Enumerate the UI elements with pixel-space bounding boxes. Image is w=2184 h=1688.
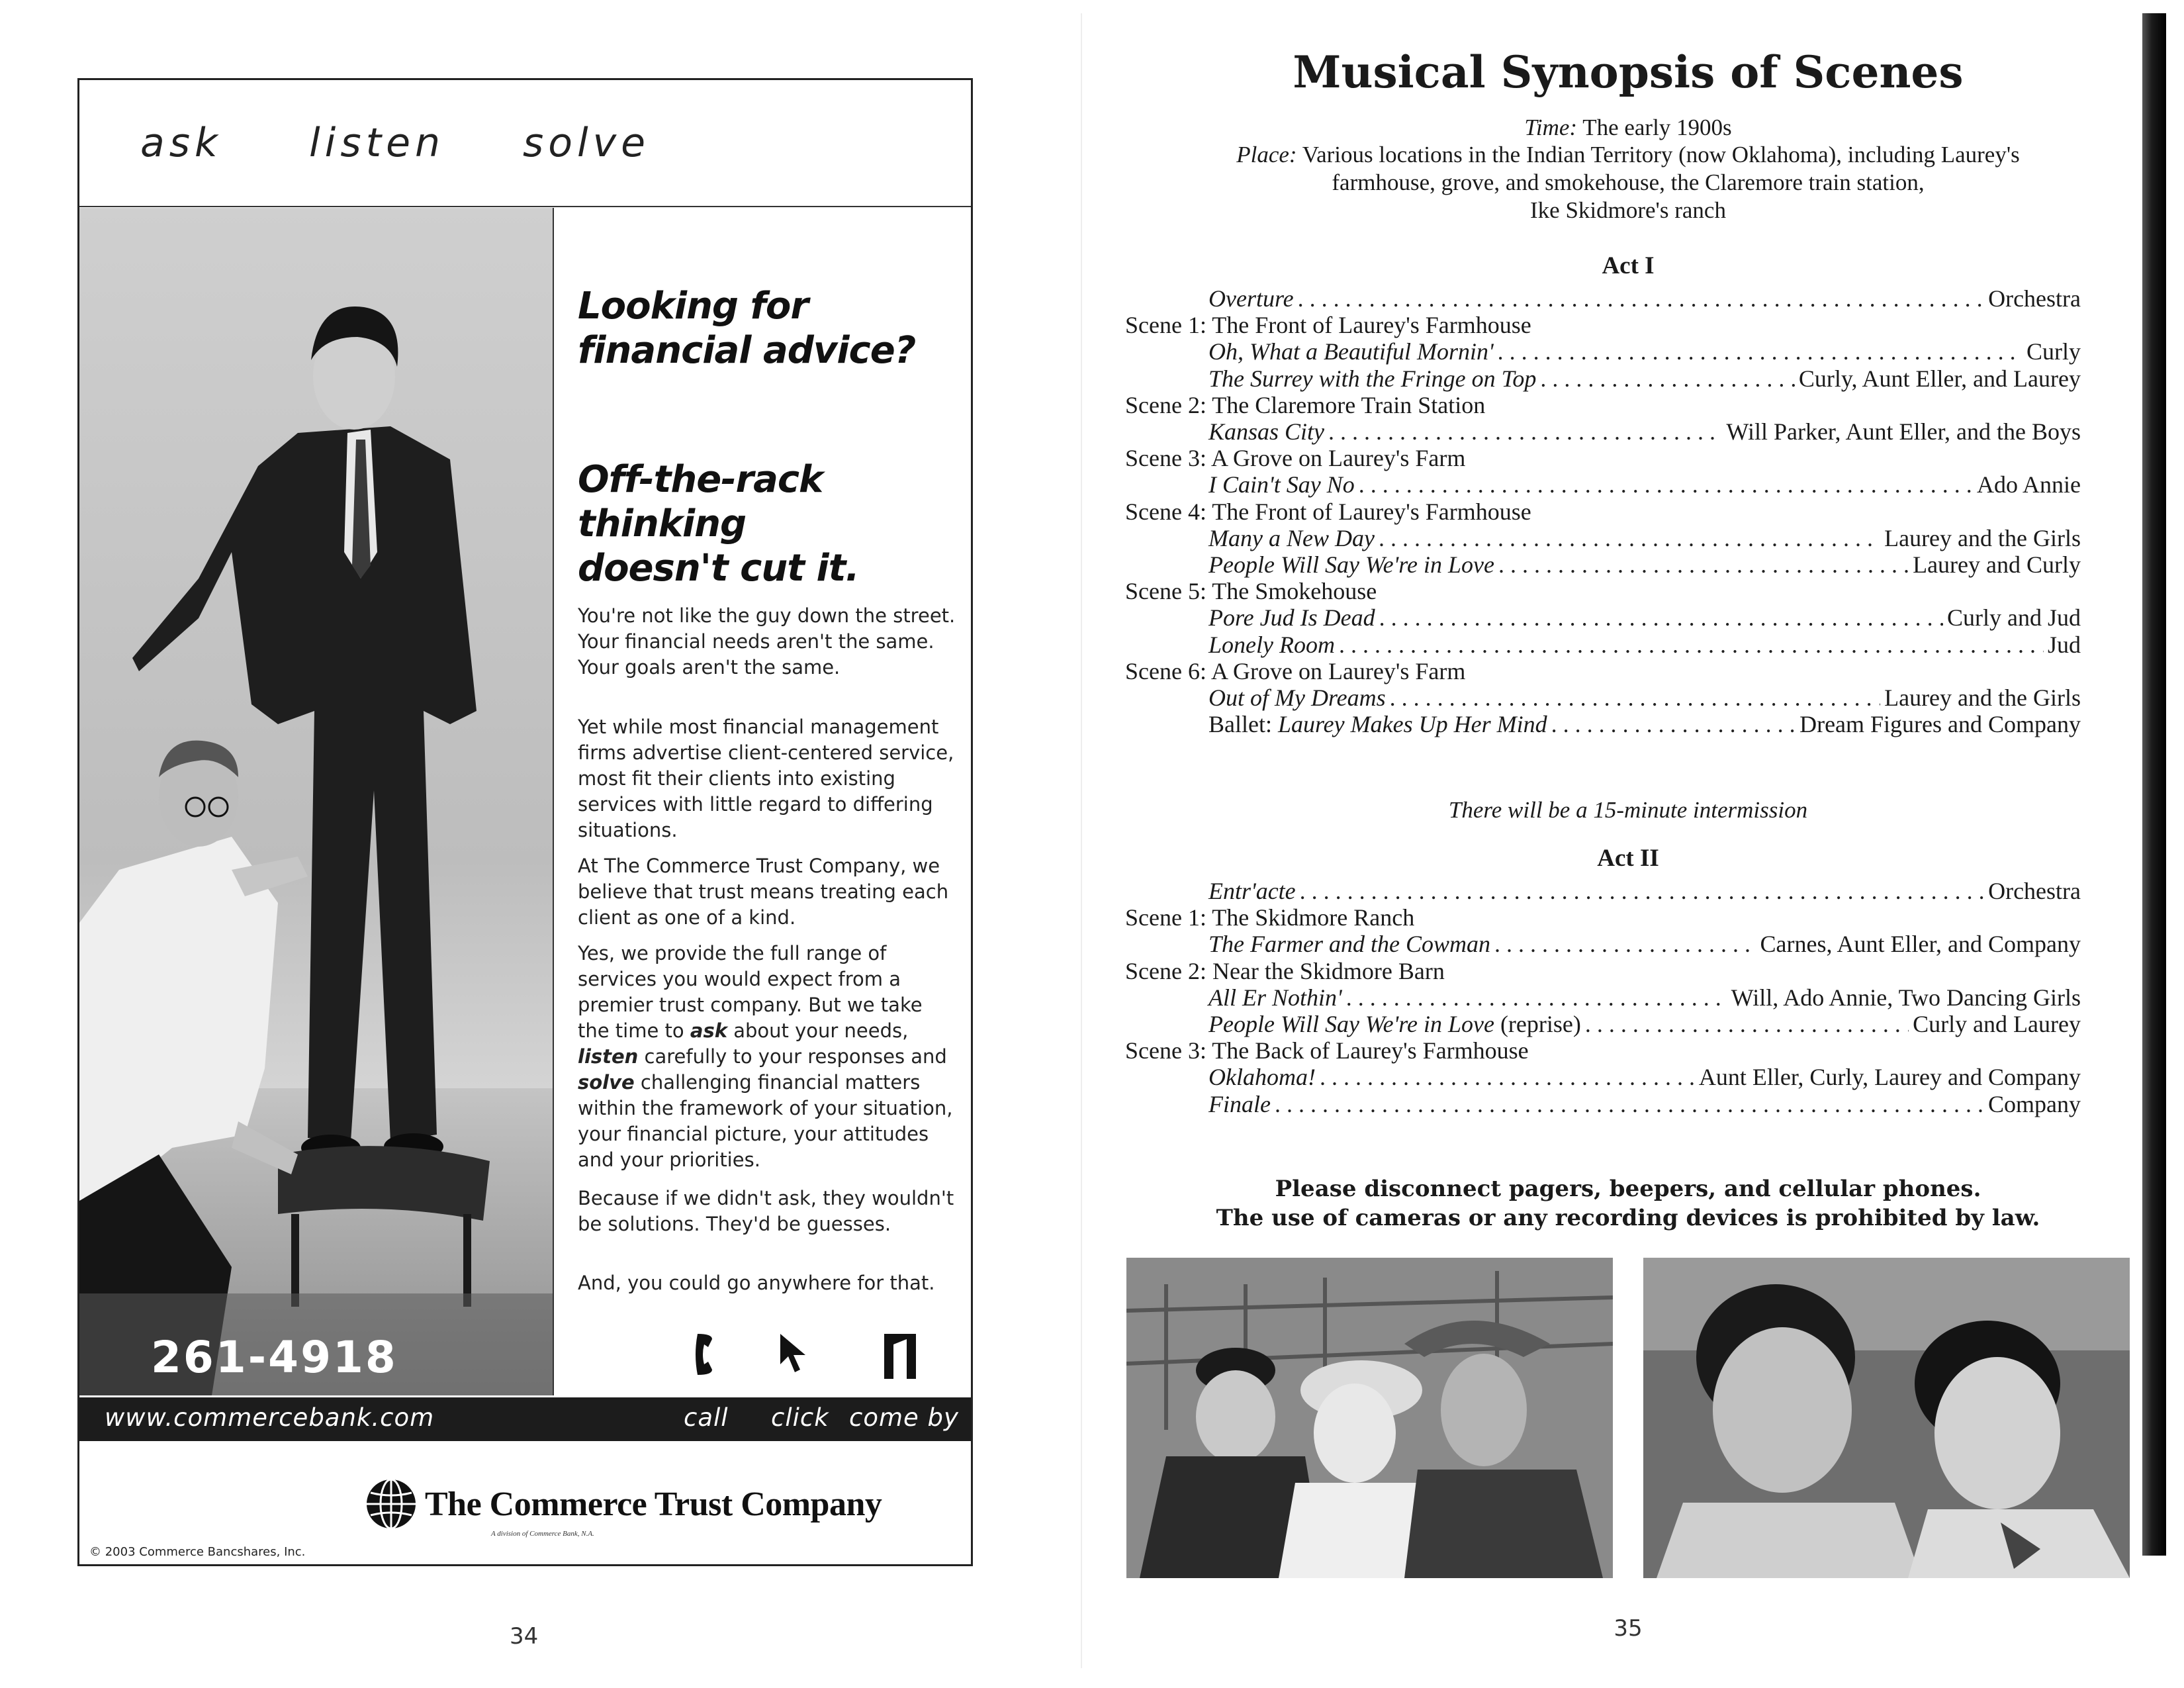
motto-listen: listen — [309, 120, 445, 166]
dot-leader — [1359, 471, 1973, 498]
song-row — [1208, 418, 2081, 445]
production-photo-duo-illustration — [1643, 1258, 2130, 1578]
song-performers: Curly and Jud — [1947, 604, 2081, 632]
synopsis-page — [1085, 0, 2171, 1688]
song-title-text: Laurey Makes Up Her Mind — [1277, 711, 1547, 738]
dot-leader — [1551, 710, 1796, 738]
dot-leader — [1339, 631, 2044, 659]
company-name: The Commerce Trust Company — [425, 1485, 882, 1523]
song-title-text: The Surrey with the Fringe on Top — [1208, 365, 1537, 392]
page-title: Musical Synopsis of Scenes — [1293, 46, 1964, 98]
dot-leader — [1494, 930, 1756, 958]
song-title-text: Entr'acte — [1208, 878, 1296, 904]
ad-photo-tailor-fitting-man — [79, 208, 554, 1395]
song-row — [1208, 604, 2081, 632]
ad-paragraph-4-listen: listen — [578, 1045, 639, 1068]
song-title — [1208, 1090, 1271, 1118]
song-title — [1208, 338, 1494, 365]
song-performers: Carnes, Aunt Eller, and Company — [1760, 931, 2081, 958]
cta-click: click — [771, 1403, 829, 1432]
song-title — [1208, 524, 1375, 552]
production-photo-trio-illustration — [1126, 1258, 1613, 1578]
dot-leader — [1346, 984, 1727, 1011]
song-row — [1208, 471, 2081, 498]
ad-paragraph-4-part-a: Yes, we provide the full range of services you would expect from a premier trust company. But we take the time to — [578, 942, 923, 1042]
ad-paragraph-4-solve: solve — [578, 1071, 635, 1094]
door-icon — [880, 1331, 920, 1380]
song-title-text: Lonely Room — [1208, 631, 1335, 658]
website-link[interactable]: www.commercebank.com — [105, 1403, 435, 1432]
song-title — [1208, 1010, 1581, 1038]
ad-headline-2: Off-the-rack thinking doesn't cut it. — [578, 458, 859, 590]
song-performers: Orchestra — [1988, 878, 2081, 904]
scene-heading: Scene 1: The Skidmore Ranch — [1125, 904, 1415, 931]
song-title — [1208, 604, 1375, 632]
motto-ask: ask — [140, 120, 222, 166]
song-row — [1208, 1063, 2081, 1091]
motto-solve: solve — [523, 120, 651, 166]
song-title-text: Finale — [1208, 1090, 1271, 1117]
song-title — [1208, 930, 1490, 958]
song-row — [1208, 984, 2081, 1011]
song-title-text: People Will Say We're in Love — [1208, 1011, 1494, 1037]
song-title — [1208, 710, 1547, 738]
dot-leader — [1379, 604, 1943, 632]
place-line-2: farmhouse, grove, and smokehouse, the Claremore train station, — [1332, 169, 1925, 195]
ad-paragraph-1: You're not like the guy down the street. Your financial needs aren't the same. Your goals aren't the same. — [578, 604, 956, 679]
song-title-text: The Farmer and the Cowman — [1208, 931, 1490, 958]
song-title — [1208, 285, 1294, 312]
song-title-text: Oklahoma! — [1208, 1064, 1316, 1091]
time-label: Time: — [1524, 115, 1578, 140]
song-performers: Will, Ado Annie, Two Dancing Girls — [1731, 984, 2081, 1011]
scene-heading: Scene 6: A Grove on Laurey's Farm — [1125, 657, 1466, 684]
song-suffix: (reprise) — [1494, 1011, 1581, 1037]
company-logo-block — [364, 1477, 960, 1550]
scene-heading: Scene 3: A Grove on Laurey's Farm — [1125, 445, 1466, 472]
song-title — [1208, 684, 1386, 712]
ad-paragraph-4-part-c: carefully to your responses and — [638, 1045, 947, 1068]
copyright: © 2003 Commerce Bancshares, Inc. — [89, 1545, 306, 1559]
place-value-1: Various locations in the Indian Territory (now Oklahoma), including Laurey's — [1302, 142, 2020, 167]
ad-paragraph-2: Yet while most financial management firms advertise client-centered service, most fit their clients into existing services with little regard to differing situations. — [578, 716, 954, 841]
song-row — [1208, 710, 2081, 738]
ad-contact-bar — [79, 1397, 971, 1441]
song-title-text: I Cain't Say No — [1208, 471, 1355, 498]
phone-icon — [695, 1331, 715, 1378]
dot-leader — [1390, 684, 1880, 712]
dot-leader — [1379, 524, 1880, 552]
song-performers: Company — [1988, 1090, 2081, 1117]
song-title — [1208, 365, 1536, 393]
song-title-text: All Er Nothin' — [1208, 984, 1342, 1011]
song-row — [1208, 1090, 2081, 1118]
ad-motto-band — [79, 80, 971, 207]
song-title — [1208, 984, 1342, 1011]
song-row — [1208, 285, 2081, 312]
song-title-text: Kansas City — [1208, 418, 1325, 445]
song-title — [1208, 551, 1494, 579]
phone-number: 261-4918 — [151, 1332, 398, 1383]
song-title — [1208, 418, 1324, 445]
time-value: The early 1900s — [1582, 115, 1732, 140]
scene-heading: Scene 2: Near the Skidmore Barn — [1125, 957, 1445, 984]
dot-leader — [1298, 285, 1984, 312]
ad-paragraph-4 — [578, 941, 958, 1173]
scene-heading: Scene 3: The Back of Laurey's Farmhouse — [1125, 1037, 1529, 1064]
place-line-1 — [1085, 141, 2171, 169]
intermission-note: There will be a 15-minute intermission — [1448, 797, 1808, 823]
ad-paragraph-4-ask: ask — [690, 1019, 728, 1042]
song-row — [1208, 551, 2081, 579]
scene-heading: Scene 5: The Smokehouse — [1125, 578, 1377, 605]
notice-pagers: Please disconnect pagers, beepers, and cellular phones. — [1275, 1176, 1981, 1202]
globe-icon — [364, 1477, 418, 1531]
song-prefix: Ballet: — [1208, 711, 1278, 738]
ad-headline-1: Looking for financial advice? — [578, 285, 916, 372]
ad-paragraph-5: Because if we didn't ask, they wouldn't be solutions. They'd be guesses. — [578, 1187, 954, 1235]
cta-call: call — [684, 1403, 729, 1432]
dot-leader — [1320, 1063, 1695, 1091]
song-title-text: Many a New Day — [1208, 524, 1375, 551]
song-title — [1208, 877, 1296, 905]
song-performers: Will Parker, Aunt Eller, and the Boys — [1726, 418, 2081, 445]
page-fold — [1081, 13, 1082, 1668]
song-title — [1208, 631, 1335, 659]
song-performers: Jud — [2047, 631, 2081, 658]
song-row — [1208, 684, 2081, 712]
song-row — [1208, 365, 2081, 393]
act-2-heading: Act II — [1597, 845, 1659, 872]
song-row — [1208, 877, 2081, 905]
dot-leader — [1498, 338, 2023, 365]
song-performers: Ado Annie — [1977, 471, 2081, 498]
song-performers: Laurey and the Girls — [1884, 684, 2081, 711]
act-1-heading: Act I — [1602, 252, 1655, 279]
song-title-text: Overture — [1208, 285, 1294, 312]
song-row — [1208, 1010, 2081, 1038]
song-title-text: Oh, What a Beautiful Mornin' — [1208, 338, 1494, 365]
scene-heading: Scene 2: The Claremore Train Station — [1125, 391, 1486, 418]
song-performers: Laurey and Curly — [1913, 551, 2081, 578]
production-photo-duo — [1643, 1258, 2130, 1578]
production-photo-trio — [1126, 1258, 1613, 1578]
song-performers: Curly and Laurey — [1913, 1011, 2081, 1037]
song-row — [1208, 631, 2081, 659]
dot-leader — [1540, 365, 1795, 393]
place-label: Place: — [1236, 142, 1297, 167]
ad-paragraph-6: And, you could go anywhere for that. — [578, 1272, 935, 1294]
ad-paragraph-4-part-d: challenging financial matters within the framework of your situation, your financial picture, your attitudes and your priorities. — [578, 1071, 953, 1171]
song-row — [1208, 524, 2081, 552]
song-performers: Orchestra — [1988, 285, 2081, 312]
dot-leader — [1328, 418, 1722, 445]
song-title-text: Out of My Dreams — [1208, 684, 1386, 711]
scene-heading: Scene 1: The Front of Laurey's Farmhouse — [1125, 312, 1531, 339]
song-title — [1208, 1063, 1316, 1091]
scan-edge-shadow — [2142, 13, 2166, 1556]
scene-heading: Scene 4: The Front of Laurey's Farmhouse — [1125, 498, 1531, 525]
ad-photo-illustration — [79, 208, 554, 1395]
page-number-left: 34 — [510, 1623, 539, 1650]
song-title-text: Pore Jud Is Dead — [1208, 604, 1375, 632]
cursor-icon — [778, 1331, 811, 1375]
dot-leader — [1275, 1090, 1984, 1118]
song-performers: Aunt Eller, Curly, Laurey and Company — [1698, 1064, 2081, 1091]
dot-leader — [1585, 1010, 1909, 1038]
page-number-right: 35 — [1614, 1615, 1643, 1642]
song-row — [1208, 338, 2081, 365]
song-row — [1208, 930, 2081, 958]
cta-come-by: come by — [849, 1403, 959, 1432]
notice-recording: The use of cameras or any recording devices is prohibited by law. — [1216, 1205, 2040, 1231]
ad-paragraph-4-part-b: about your needs, — [727, 1019, 909, 1042]
song-performers: Dream Figures and Company — [1799, 711, 2081, 738]
commerce-trust-ad — [77, 78, 973, 1566]
song-title — [1208, 471, 1355, 498]
time-line — [1085, 114, 2171, 142]
song-performers: Laurey and the Girls — [1884, 524, 2081, 551]
place-line-3: Ike Skidmore's ranch — [1530, 197, 1726, 223]
dot-leader — [1300, 877, 1984, 905]
song-title-text: People Will Say We're in Love — [1208, 551, 1494, 578]
song-performers: Curly, Aunt Eller, and Laurey — [1798, 365, 2081, 392]
song-performers: Curly — [2026, 338, 2081, 365]
ad-paragraph-3: At The Commerce Trust Company, we believe that trust means treating each client as one of a kind. — [578, 855, 949, 929]
company-subtitle: A division of Commerce Bank, N.A. — [491, 1530, 594, 1538]
dot-leader — [1498, 551, 1909, 579]
